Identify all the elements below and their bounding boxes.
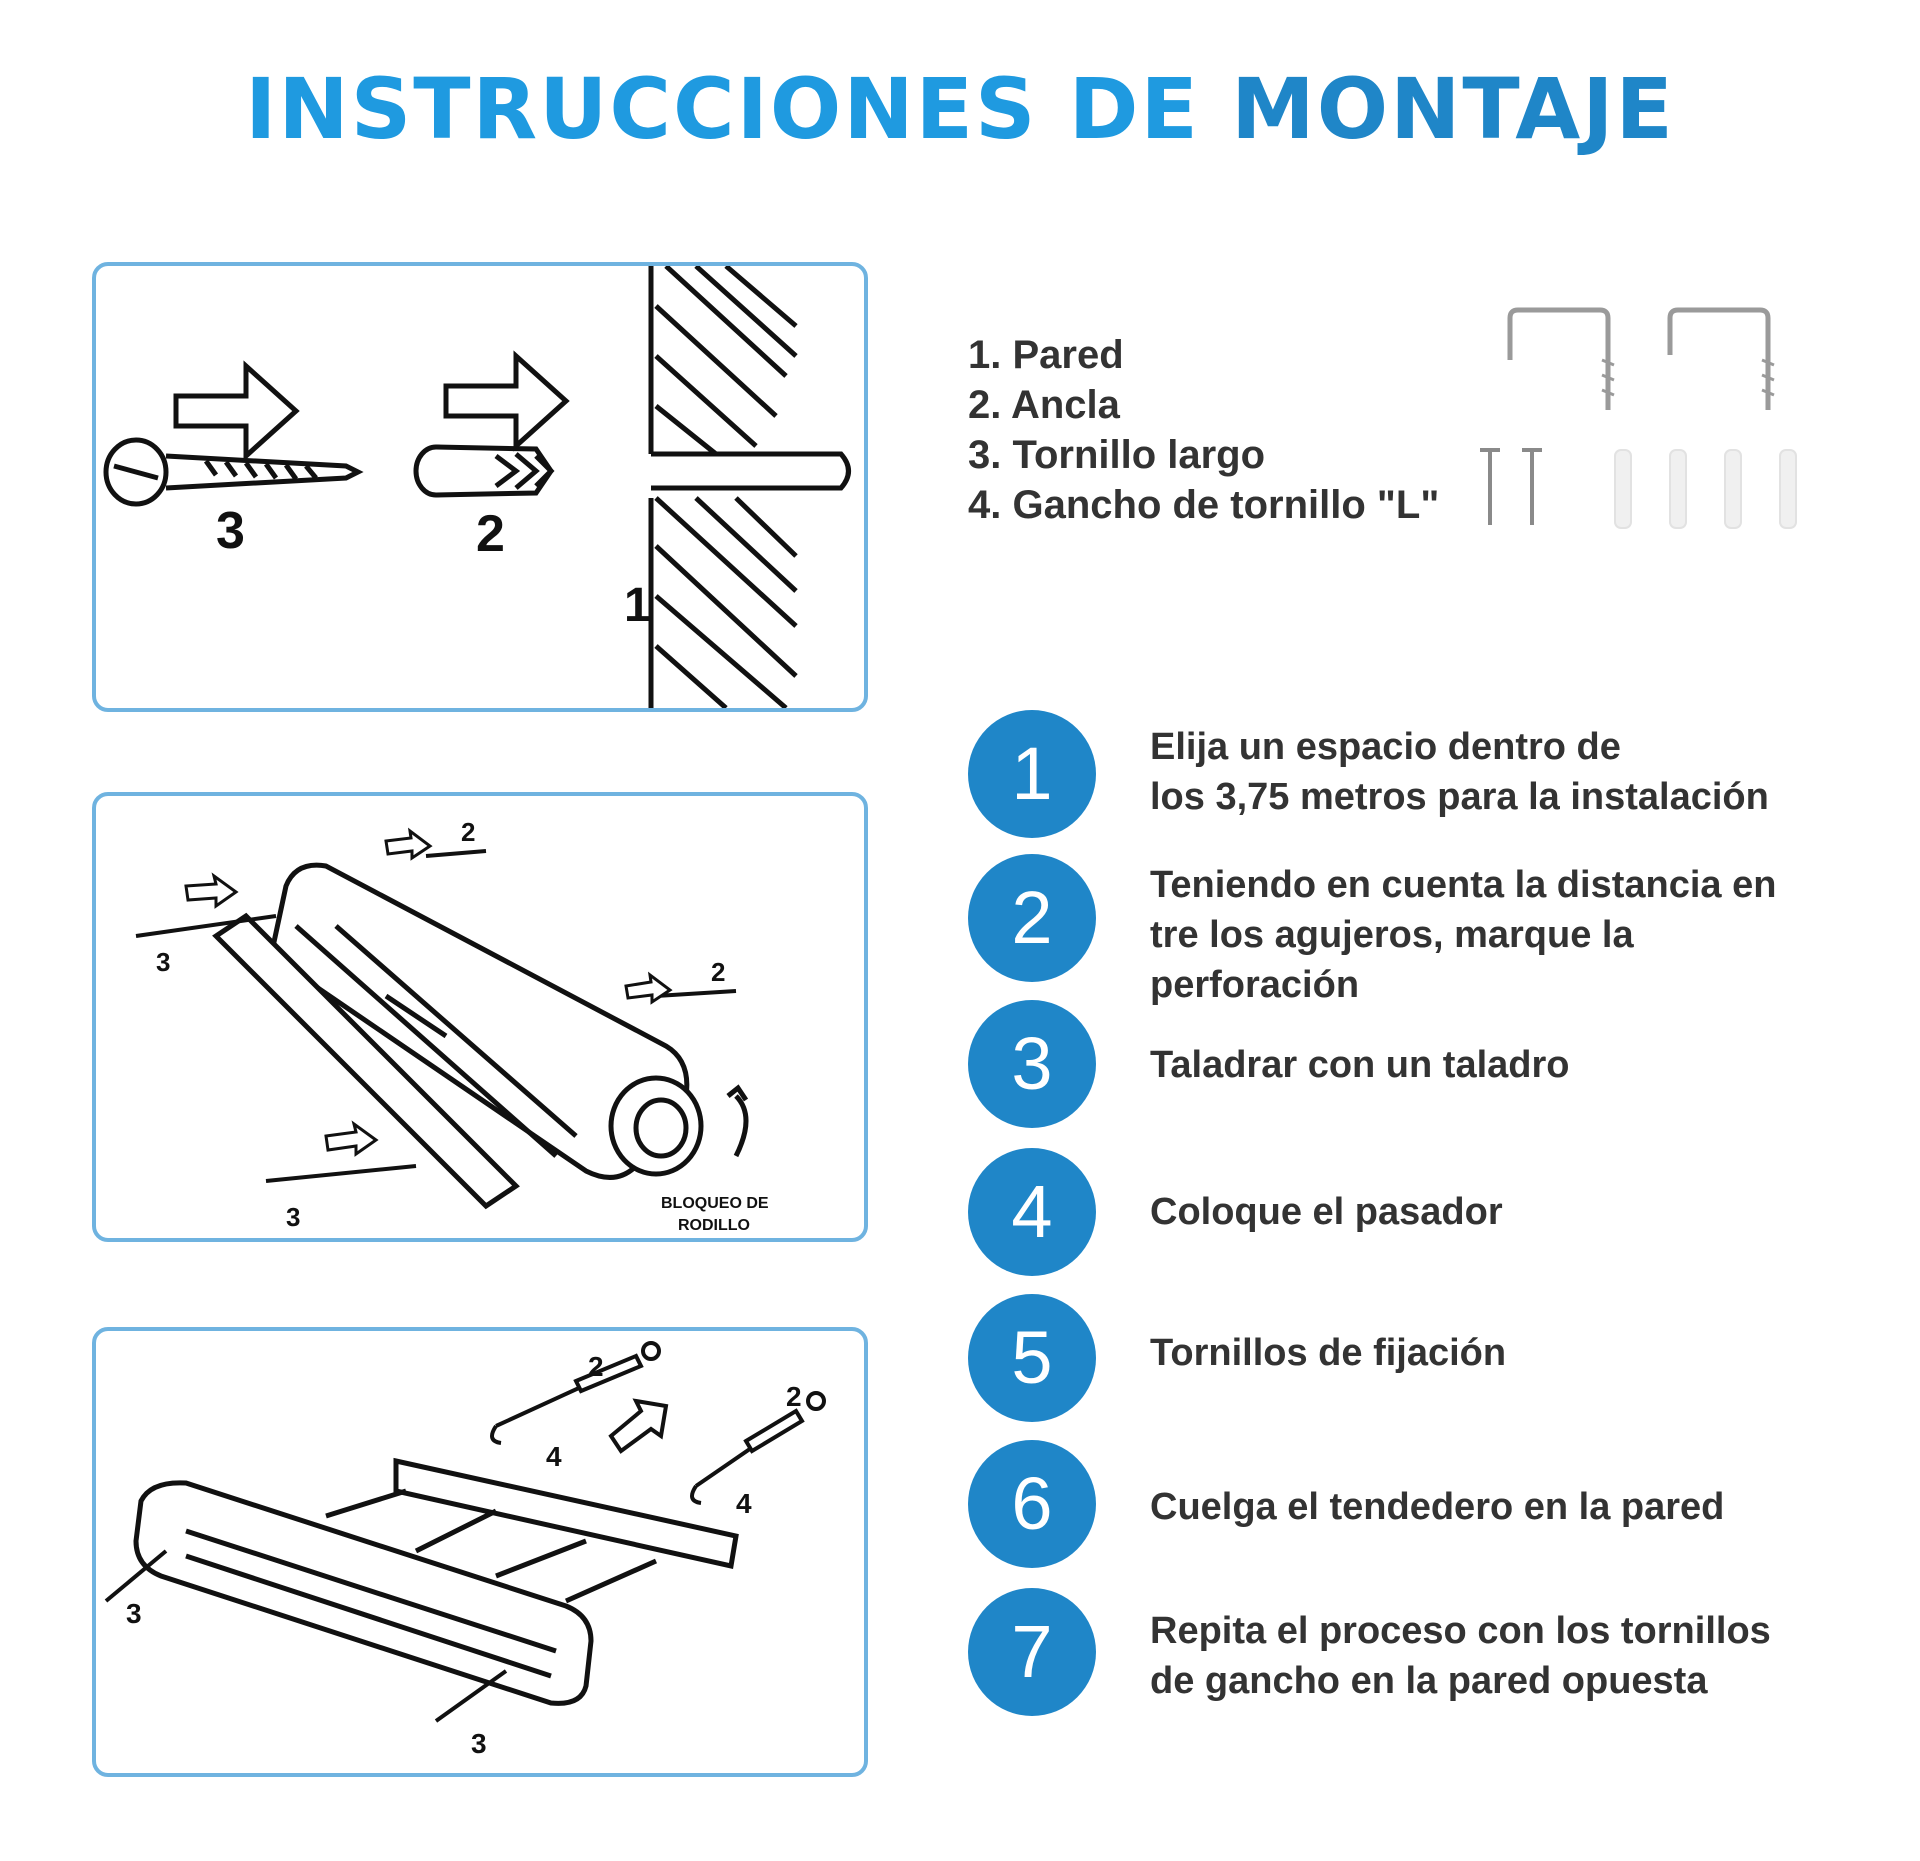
label-roller-lock-2: RODILLO: [678, 1217, 750, 1234]
label-screw-left: 3: [156, 947, 171, 977]
arrow-icon: [176, 366, 296, 456]
label-anchor: 2: [476, 505, 505, 563]
step-line: tre los agujeros, marque la: [1150, 914, 1634, 956]
diagram-hooks-mount: [92, 1327, 868, 1777]
arrow-icon: [326, 1124, 376, 1154]
title-part1: INSTRUCCIONES DE: [245, 60, 1232, 158]
hardware-illustration: [1470, 300, 1800, 540]
retractable-line-device: [216, 865, 746, 1206]
step-6-text: [1150, 1482, 1850, 1532]
l-hook-icon: [1670, 310, 1768, 410]
label-wall: 1: [624, 579, 651, 632]
label-hook-right: 4: [736, 1488, 752, 1519]
step-1-number: 1: [968, 710, 1096, 838]
arrow-icon: [386, 831, 430, 858]
device-body: [136, 1461, 736, 1703]
step-7-text: [1150, 1606, 1850, 1706]
step-2-number: 2: [968, 854, 1096, 982]
anchor-icon: [1615, 450, 1631, 528]
step-2-text: [1150, 860, 1850, 1010]
anchor-icon: [1725, 450, 1741, 528]
step-line: los 3,75 metros para la instalación: [1150, 776, 1769, 818]
anchor-drawing: [416, 447, 551, 495]
part-item: 4. Gancho de tornillo "L": [968, 483, 1440, 527]
diagram-wall-anchor-screw: [92, 262, 868, 712]
step-4-text: [1150, 1187, 1850, 1237]
step-line: Coloque el pasador: [1150, 1191, 1503, 1233]
step-4-number: 4: [968, 1148, 1096, 1276]
step-line: Taladrar con un taladro: [1150, 1044, 1570, 1086]
step-line: Tornillos de fijación: [1150, 1332, 1507, 1374]
hooks-drawing: [492, 1343, 824, 1503]
step-line: de gancho en la pared opuesta: [1150, 1660, 1708, 1702]
arrow-icon: [446, 356, 566, 446]
label-screw-right: 3: [471, 1728, 487, 1759]
part-item: 3. Tornillo largo: [968, 433, 1266, 477]
page-title: [0, 60, 1920, 158]
label-screw-bottom: 3: [286, 1202, 301, 1232]
anchor-icon: [1670, 450, 1686, 528]
diagram-roller-lock: [92, 792, 868, 1242]
arrow-icon: [626, 975, 670, 1002]
step-line: Cuelga el tendedero en la pared: [1150, 1486, 1725, 1528]
l-hook-icon: [1510, 310, 1608, 410]
step-5-number: 5: [968, 1294, 1096, 1422]
wall-drawing: [651, 266, 849, 708]
anchor-icon: [1780, 450, 1796, 528]
step-6-number: 6: [968, 1440, 1096, 1568]
label-screw-left: 3: [126, 1598, 142, 1629]
step-line: Elija un espacio dentro de: [1150, 726, 1621, 768]
parts-list: [968, 330, 1439, 530]
label-roller-lock-1: BLOQUEO DE: [661, 1195, 769, 1212]
label-hook-left: 4: [546, 1441, 562, 1472]
step-7-number: 7: [968, 1588, 1096, 1716]
step-line: Repita el proceso con los tornillos: [1150, 1610, 1771, 1652]
step-3-text: [1150, 1040, 1850, 1090]
step-3-number: 3: [968, 1000, 1096, 1128]
screw-drawing: [106, 440, 358, 504]
step-1-text: [1150, 722, 1850, 822]
step-line: perforación: [1150, 964, 1360, 1006]
title-part2: MONTAJE: [1231, 60, 1675, 158]
part-item: 2. Ancla: [968, 383, 1120, 427]
part-item: 1. Pared: [968, 333, 1124, 377]
label-anchor-left: 2: [588, 1351, 604, 1382]
label-anchor-right: 2: [786, 1381, 802, 1412]
label-anchor-right: 2: [711, 957, 726, 987]
arrow-icon: [186, 876, 236, 906]
step-5-text: [1150, 1328, 1850, 1378]
step-line: Teniendo en cuenta la distancia en: [1150, 864, 1777, 906]
label-screw: 3: [216, 502, 245, 560]
label-anchor-top: 2: [461, 817, 476, 847]
